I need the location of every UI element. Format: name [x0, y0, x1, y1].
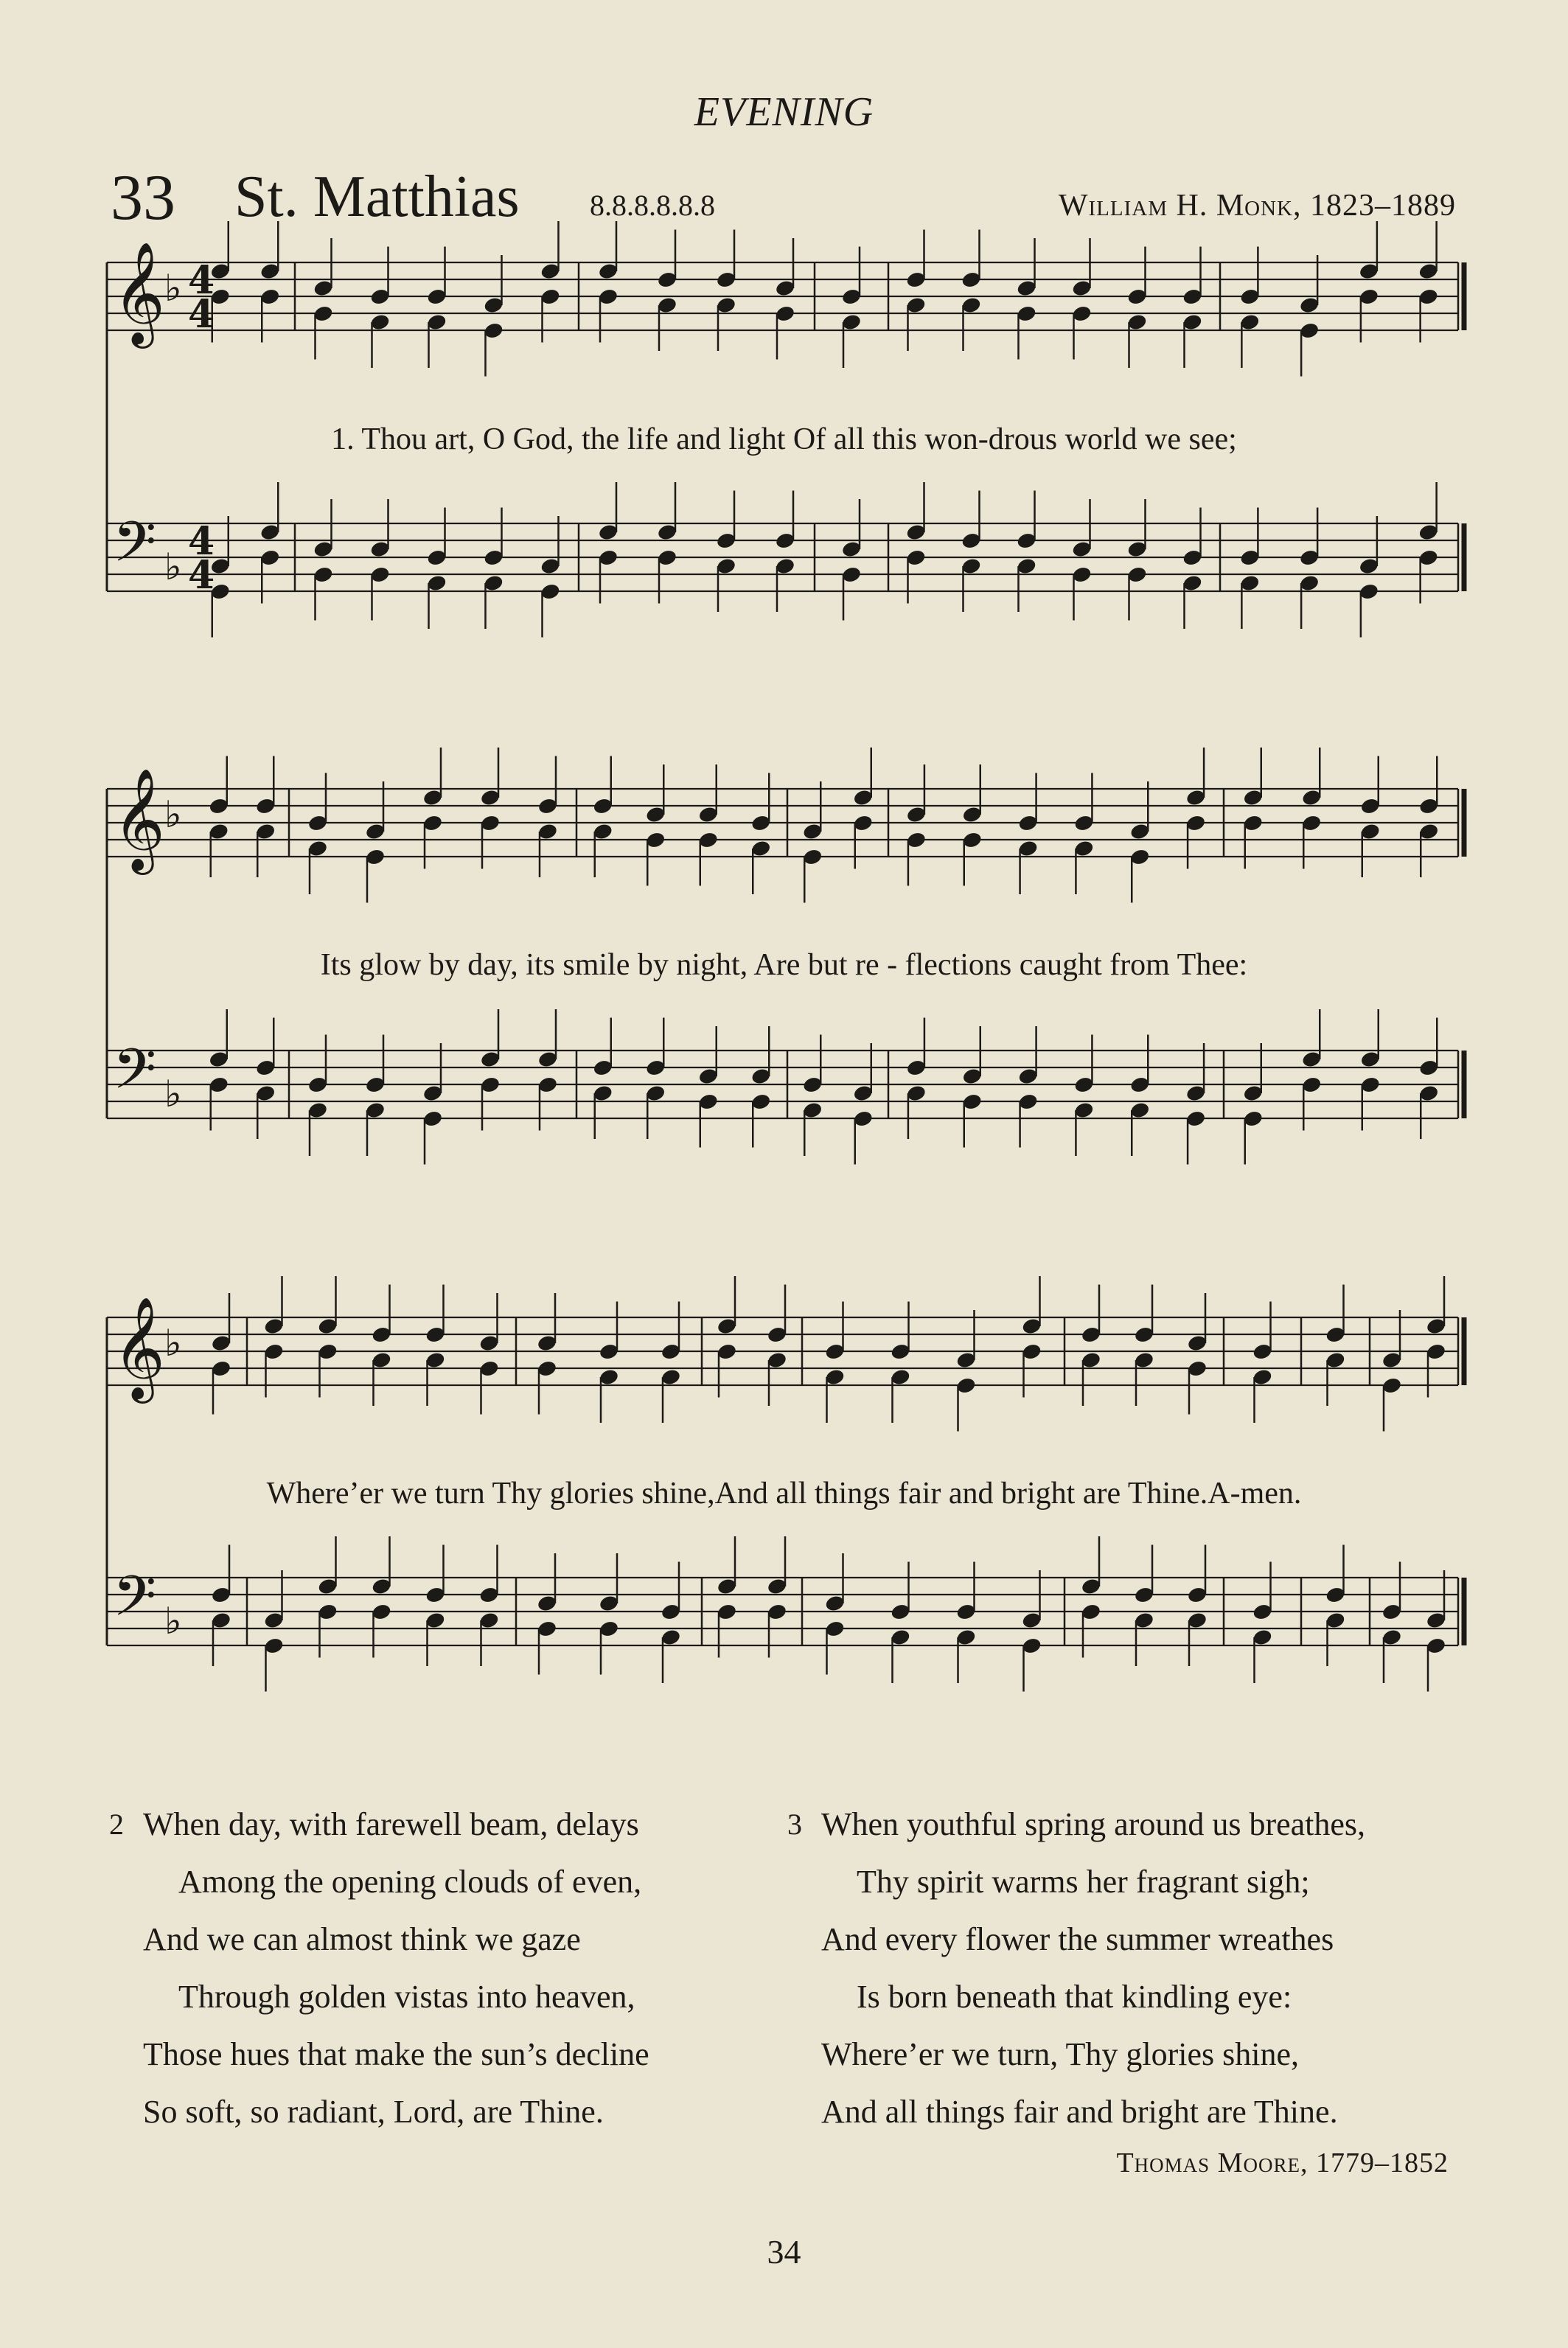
treble-clef-icon: 𝄞: [113, 1297, 165, 1399]
treble-clef-icon: 𝄞: [113, 242, 165, 344]
stanza-line: Is born beneath that kindling eye:: [857, 1979, 1292, 2015]
page-number: 34: [767, 2233, 801, 2271]
stanza-line: Among the opening clouds of even,: [178, 1864, 642, 1900]
bass-clef-icon: 𝄢: [113, 1564, 157, 1642]
flat-key-signature-icon: ♭: [164, 1073, 182, 1115]
stanza-3: [787, 1796, 1366, 2141]
stanza-line: When youthful spring around us breathes,: [821, 1806, 1366, 1842]
section-heading: EVENING: [694, 89, 874, 135]
time-signature-icon: 4: [188, 519, 215, 564]
time-signature-icon: 4: [188, 258, 215, 303]
stanza-line: Those hues that make the sun’s decline: [143, 2036, 649, 2072]
meter: 8.8.8.8.8.8: [590, 189, 715, 222]
composer-credit: William H. Monk, 1823–1889: [1058, 189, 1456, 223]
stanza-line: Thy spirit warms her fragrant sigh;: [857, 1864, 1310, 1900]
bass-clef-icon: 𝄢: [113, 1037, 157, 1115]
stanza-2: [109, 1796, 649, 2141]
stanza-line: When day, with farewell beam, delays: [143, 1806, 639, 1842]
flat-key-signature-icon: ♭: [164, 1322, 182, 1365]
bass-clef-icon: 𝄢: [113, 509, 157, 588]
stanza-line: And all things fair and bright are Thine.: [821, 2094, 1338, 2130]
flat-key-signature-icon: ♭: [164, 793, 182, 836]
lyric-line-3: Where’er we turn Thy glories shine,And all things fair and bright are Thine.A-men.: [266, 1477, 1302, 1511]
stanza-number: 3: [787, 1808, 802, 1841]
flat-key-signature-icon: ♭: [164, 267, 182, 310]
time-signature-icon: 4: [188, 553, 215, 598]
treble-clef-icon: 𝄞: [113, 768, 165, 871]
hymn-number: 33: [111, 162, 175, 234]
time-signature-icon: 4: [188, 292, 215, 337]
lyric-line-2: Its glow by day, its smile by night, Are but re - flections caught from Thee:: [320, 948, 1248, 982]
stanza-line: Where’er we turn, Thy glories shine,: [821, 2036, 1299, 2072]
tune-name: St. Matthias: [234, 164, 520, 229]
flat-key-signature-icon: ♭: [164, 546, 182, 588]
stanza-line: And every flower the summer wreathes: [821, 1921, 1334, 1957]
stanza-line: So soft, so radiant, Lord, are Thine.: [143, 2094, 604, 2130]
lyric-line-1: 1. Thou art, O God, the life and light Of all this won-drous world we see;: [331, 422, 1237, 456]
stanza-line: Through golden vistas into heaven,: [178, 1979, 635, 2015]
author-credit: Thomas Moore, 1779–1852: [1116, 2147, 1449, 2178]
flat-key-signature-icon: ♭: [164, 1600, 182, 1642]
stanza-line: And we can almost think we gaze: [143, 1921, 581, 1957]
stanza-number: 2: [109, 1808, 124, 1841]
